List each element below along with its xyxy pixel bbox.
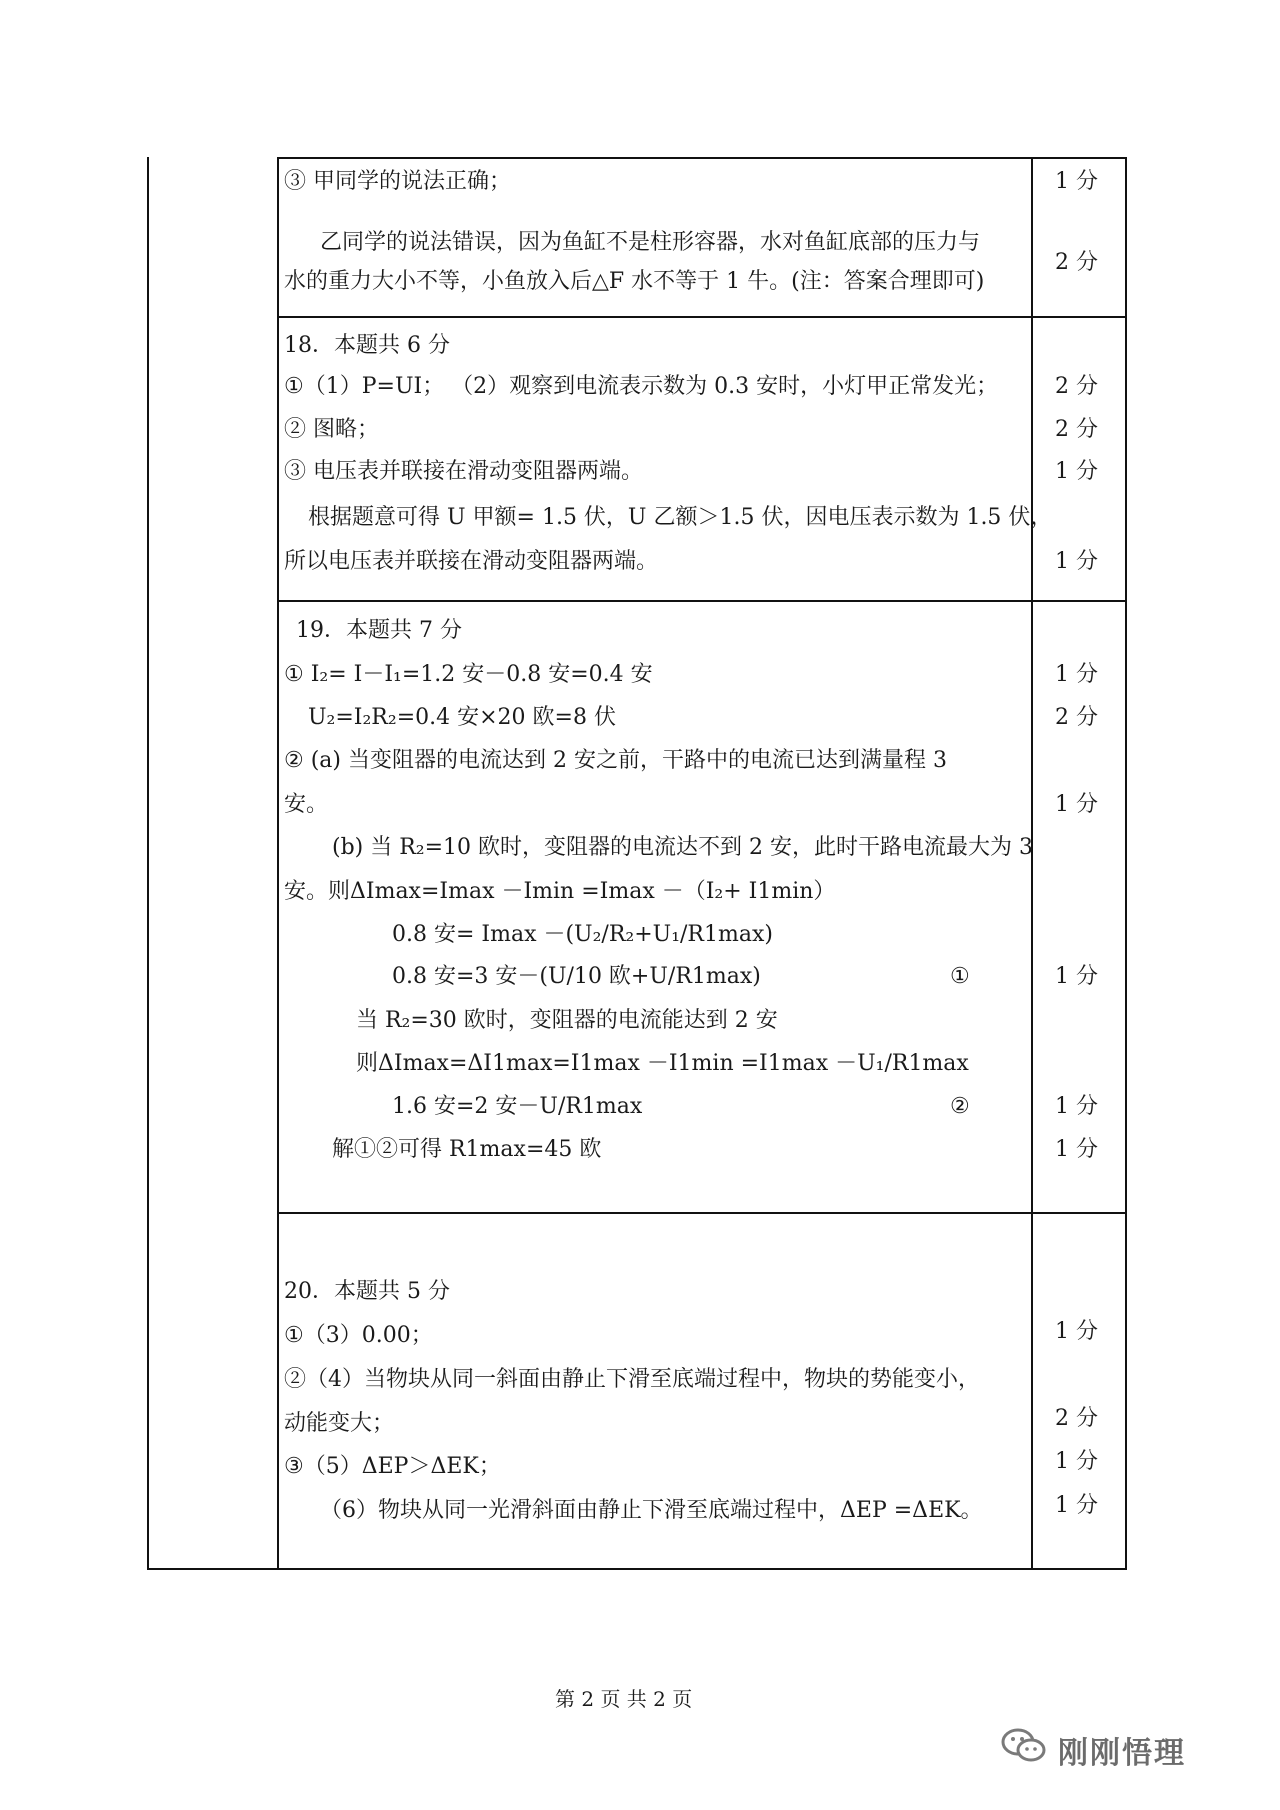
- q19-score-6: 1 分: [1055, 1137, 1098, 1162]
- q17-line-1: ③ 甲同学的说法正确；: [284, 169, 511, 194]
- q19-line-2: U₂=I₂R₂=0.4 安×20 欧=8 伏: [308, 705, 616, 730]
- table-top-border: [277, 157, 1127, 159]
- q20-line-5: （6）物块从同一光滑斜面由静止下滑至底端过程中，ΔEP =ΔEK。: [320, 1498, 983, 1523]
- q18-title: 18．本题共 6 分: [284, 333, 450, 358]
- q19-line-12: 解①②可得 R1max=45 欧: [332, 1137, 602, 1162]
- q19-line-1: ① I₂= I－I₁=1.2 安－0.8 安=0.4 安: [284, 662, 653, 687]
- wechat-icon: [1000, 1725, 1048, 1767]
- q18-score-4: 1 分: [1055, 549, 1098, 574]
- q18-line-5: 所以电压表并联接在滑动变阻器两端。: [284, 549, 659, 574]
- q19-score-4: 1 分: [1055, 964, 1098, 989]
- table-right-border: [1125, 157, 1127, 1570]
- q19-score-1: 1 分: [1055, 662, 1098, 687]
- q20-line-2: ②（4）当物块从同一斜面由静止下滑至底端过程中，物块的势能变小，: [284, 1367, 980, 1392]
- q18-score-1: 2 分: [1055, 374, 1098, 399]
- q19-line-8: 0.8 安=3 安－(U/10 欧+U/R1max): [392, 964, 761, 989]
- table-bottom-border: [147, 1568, 1127, 1570]
- q19-marker-2: ②: [950, 1094, 970, 1119]
- q17-score-1: 1 分: [1055, 169, 1098, 194]
- q20-score-3: 1 分: [1055, 1449, 1098, 1474]
- q19-score-2: 2 分: [1055, 705, 1098, 730]
- q20-line-3: 动能变大；: [284, 1411, 395, 1436]
- q20-score-4: 1 分: [1055, 1493, 1098, 1518]
- q17-line-2: 乙同学的说法错误，因为鱼缸不是柱形容器，水对鱼缸底部的压力与: [320, 230, 981, 255]
- q19-line-3: ② (a) 当变阻器的电流达到 2 安之前，干路中的电流已达到满量程 3: [284, 748, 947, 773]
- q19-score-5: 1 分: [1055, 1094, 1098, 1119]
- q19-line-4: 安。: [284, 792, 329, 817]
- q18-line-2: ② 图略；: [284, 417, 379, 442]
- row-divider-18-19: [277, 600, 1127, 602]
- q19-line-10: 则ΔImax=ΔI1max=I1max －I1min =I1max －U₁/R1max: [356, 1051, 969, 1076]
- q17-line-3: 水的重力大小不等，小鱼放入后△F 水不等于 1 牛。(注：答案合理即可): [284, 269, 985, 294]
- q20-score-2: 2 分: [1055, 1406, 1098, 1431]
- q20-line-4: ③（5）ΔEP＞ΔEK；: [284, 1454, 501, 1479]
- q20-title: 20．本题共 5 分: [284, 1279, 450, 1304]
- q19-line-5: (b) 当 R₂=10 欧时，变阻器的电流达不到 2 安，此时干路电流最大为 3: [332, 835, 1034, 860]
- q17-score-2: 2 分: [1055, 250, 1098, 275]
- q18-line-1: ①（1）P=UI； （2）观察到电流表示数为 0.3 安时，小灯甲正常发光；: [284, 374, 999, 399]
- q18-score-3: 1 分: [1055, 459, 1098, 484]
- q20-line-1: ①（3）0.00；: [284, 1323, 433, 1348]
- table-outer-left-border: [147, 157, 149, 1570]
- q19-marker-1: ①: [950, 964, 970, 989]
- q19-line-6: 安。则ΔImax=Imax －Imin =Imax －（I₂+ I1min）: [284, 879, 836, 904]
- q18-line-4: 根据题意可得 U 甲额= 1.5 伏，U 乙额＞1.5 伏，因电压表示数为 1.5 伏，: [308, 505, 1053, 530]
- row-divider-17-18: [277, 316, 1127, 318]
- q18-line-3: ③ 电压表并联接在滑动变阻器两端。: [284, 459, 643, 484]
- table-score-divider: [1031, 157, 1033, 1570]
- q19-line-7: 0.8 安= Imax －(U₂/R₂+U₁/R1max): [392, 922, 773, 947]
- q18-score-2: 2 分: [1055, 417, 1098, 442]
- q19-line-9: 当 R₂=30 欧时，变阻器的电流能达到 2 安: [356, 1008, 778, 1033]
- page-footer: 第 2 页 共 2 页: [555, 1687, 693, 1711]
- watermark-text: 刚刚悟理: [1058, 1736, 1186, 1771]
- q19-score-3: 1 分: [1055, 792, 1098, 817]
- q19-title: 19．本题共 7 分: [296, 618, 462, 643]
- row-divider-19-20: [277, 1212, 1127, 1214]
- table-inner-left-border: [277, 157, 279, 1570]
- q19-line-11: 1.6 安=2 安－U/R1max: [392, 1094, 643, 1119]
- q20-score-1: 1 分: [1055, 1319, 1098, 1344]
